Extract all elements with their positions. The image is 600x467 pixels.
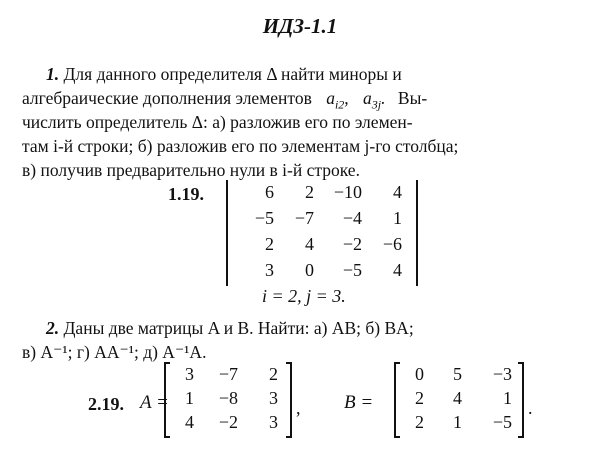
task2-line-1 <box>46 318 414 339</box>
matrix-b-cell: 4 <box>453 388 462 408</box>
matrix-b <box>394 362 524 438</box>
determinant-cell: −6 <box>382 234 402 254</box>
matrix-a-name: A = <box>140 392 169 413</box>
matrix-a-right-bracket <box>286 362 292 438</box>
matrix-a-cell: 1 <box>185 388 194 408</box>
determinant-cell: 2 <box>305 182 314 202</box>
task1-text-2: алгебраические дополнения элементов <box>22 88 312 108</box>
matrix-b-cell: −3 <box>492 364 512 384</box>
task2-number: 2. <box>46 318 60 338</box>
task1-variant-label: 1.19. <box>168 184 204 204</box>
determinant-cell: −5 <box>342 260 362 280</box>
task1-text-2-tail: Вы- <box>397 88 428 108</box>
matrix-b-name: B = <box>344 392 374 413</box>
matrix-a-cell: 4 <box>185 412 194 432</box>
matrix-b-cell: 2 <box>415 388 424 408</box>
matrix-a-cell: 3 <box>185 364 194 384</box>
determinant-cell: −7 <box>294 208 314 228</box>
matrix-a <box>164 362 292 438</box>
task1-line-3: числить определитель Δ: а) разложив его по элемен- <box>22 112 413 132</box>
determinant-cell: −4 <box>342 208 362 228</box>
determinant-cell: 0 <box>305 260 314 280</box>
matrix-a-cell: 3 <box>269 412 278 432</box>
determinant-cell: 4 <box>393 182 402 202</box>
element-a-3j: $a_{3j}$. <box>363 88 386 112</box>
task1-line-2 <box>22 88 427 113</box>
determinant-cell: 4 <box>305 234 314 254</box>
determinant-left-bar <box>226 180 228 286</box>
matrix-b-cell: 1 <box>503 388 512 408</box>
determinant-cell: 6 <box>265 182 274 202</box>
task2-text-1: Даны две матрицы A и B. Найти: а) AB; б) BA; <box>63 318 414 338</box>
matrix-a-separator: , <box>296 398 301 418</box>
matrix-b-cell: 1 <box>453 412 462 432</box>
task2-variant-label: 2.19. <box>88 394 124 414</box>
matrix-b-cell: −5 <box>492 412 512 432</box>
element-a-i2: $a_{i2}$, <box>326 88 349 112</box>
determinant-cell: 2 <box>265 234 274 254</box>
task1-indices: i = 2, j = 3. <box>262 286 346 306</box>
determinant <box>226 180 418 286</box>
determinant-cell: −2 <box>342 234 362 254</box>
determinant-cell: −5 <box>254 208 274 228</box>
matrix-a-cell: 2 <box>269 364 278 384</box>
matrix-b-end: . <box>528 398 533 418</box>
task1-line-1 <box>46 64 402 85</box>
matrix-a-cell: −7 <box>218 364 238 384</box>
matrix-b-cell: 5 <box>453 364 462 384</box>
matrix-b-cell: 2 <box>415 412 424 432</box>
page-title: ИДЗ-1.1 <box>262 14 338 38</box>
task1-line-4: там i-й строки; б) разложив его по элементам j-го столбца; <box>22 136 459 156</box>
matrix-a-cell: 3 <box>269 388 278 408</box>
task1-number: 1. <box>46 64 60 84</box>
determinant-cell: 1 <box>393 208 402 228</box>
task2-line-2: в) A⁻¹; г) AA⁻¹; д) A⁻¹A. <box>22 342 207 362</box>
determinant-cell: 3 <box>265 260 274 280</box>
task1-text-1: Для данного определителя Δ найти миноры и <box>63 64 402 84</box>
determinant-right-bar <box>416 180 418 286</box>
task1-line-5: в) получив предварительно нули в i-й строке. <box>22 160 360 180</box>
matrix-a-cell: −2 <box>218 412 238 432</box>
determinant-cell: −10 <box>333 182 362 202</box>
determinant-cell: 4 <box>393 260 402 280</box>
matrix-a-cell: −8 <box>218 388 238 408</box>
matrix-b-right-bracket <box>518 362 524 438</box>
matrix-b-cell: 0 <box>415 364 424 384</box>
